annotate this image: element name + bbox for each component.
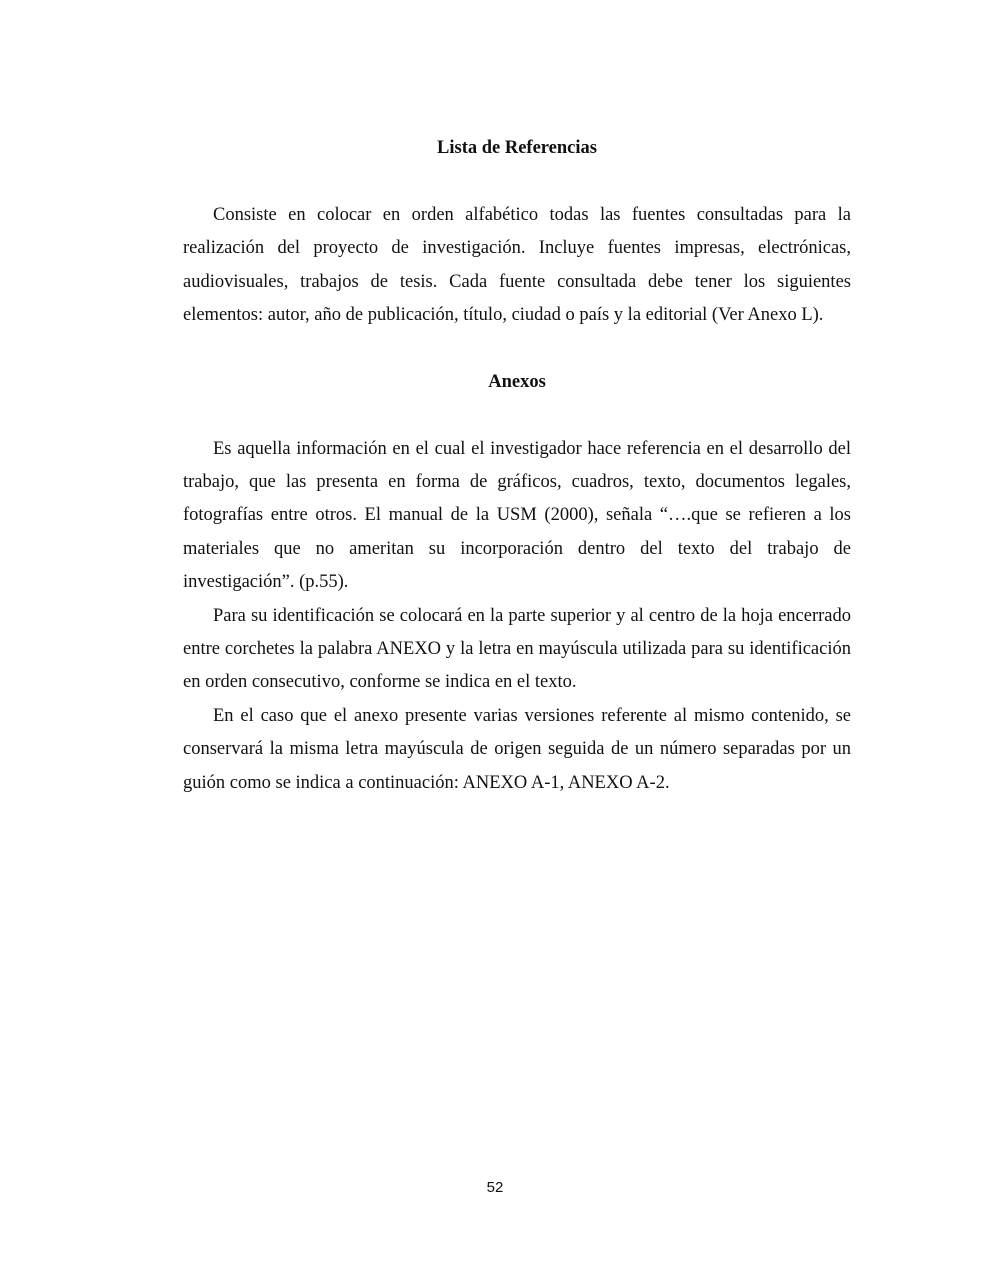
section-heading-referencias: Lista de Referencias [437, 138, 597, 158]
spacer [183, 332, 851, 365]
spacer [183, 165, 851, 198]
page-content [183, 132, 851, 800]
paragraph-referencias: Consiste en colocar en orden alfabético todas las fuentes consultadas para la realización del proyecto de investigación. Incluye fuentes impresas, electrónicas, audiovisuales, trabajos de tesis. Cada fuente consultada debe tener los siguientes elementos: autor, año de publicación, título, ciudad o país y la editorial (Ver Anexo L). [183, 204, 851, 326]
paragraph-anexos-1: Es aquella información en el cual el investigador hace referencia en el desarrollo del trabajo, que las presenta en forma de gráficos, cuadros, texto, documentos legales, fotografías entre otros. El manual de la USM (2000), señala “….que se refieren a los materiales que no ameritan su incorporación dentro del texto del trabajo de investigación”. (p.55). [183, 438, 851, 593]
page-number: 52 [486, 1179, 504, 1196]
section-heading-anexos: Anexos [488, 371, 546, 392]
paragraph-anexos-3: En el caso que el anexo presente varias versiones referente al mismo contenido, se conservará la misma letra mayúscula de origen seguida de un número separadas por un guión como se indica a continuación: ANEXO A-1, ANEXO A-2. [183, 705, 851, 793]
spacer [183, 399, 851, 432]
paragraph-anexos-2: Para su identificación se colocará en la parte superior y al centro de la hoja encerrado entre corchetes la palabra ANEXO y la letra en mayúscula utilizada para su identificación en orden consecutivo, conforme se indica en el texto. [183, 605, 851, 693]
